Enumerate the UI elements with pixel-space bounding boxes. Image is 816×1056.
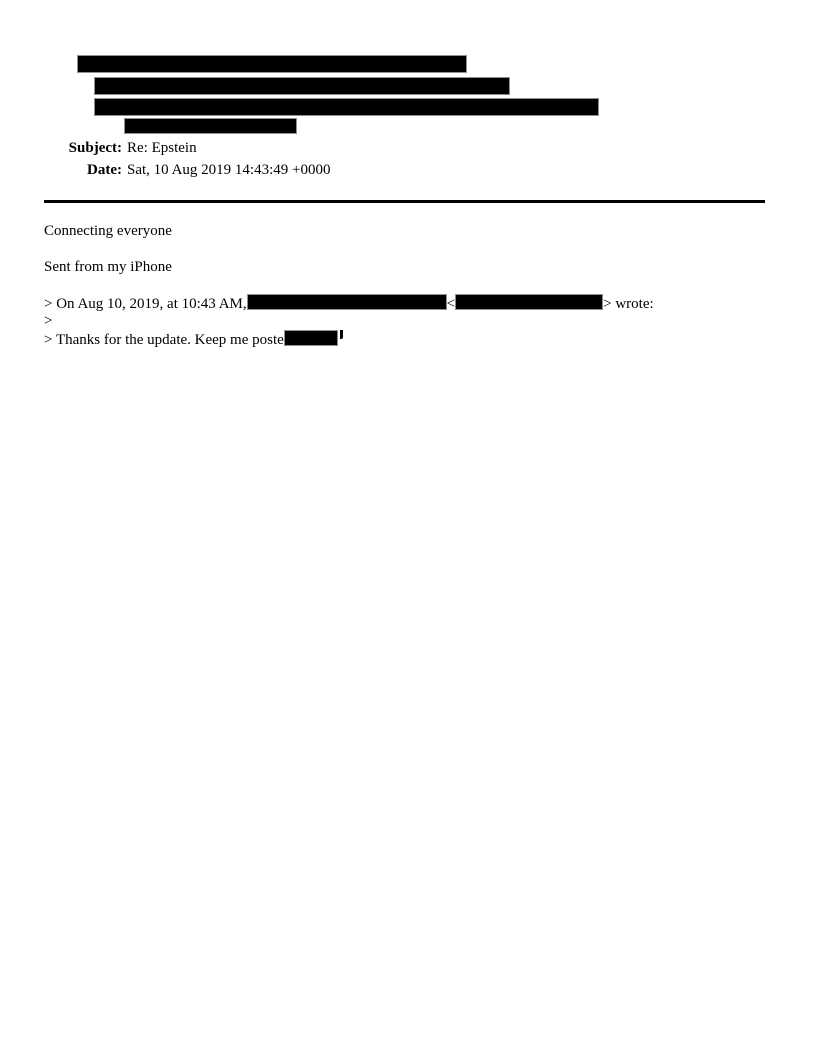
date-value: Sat, 10 Aug 2019 14:43:49 +0000: [127, 162, 331, 178]
subject-value: Re: Epstein: [127, 140, 197, 156]
quote-line-2: >: [44, 313, 53, 329]
header-redaction-bar-4: [124, 118, 297, 134]
body-paragraph: Connecting everyone: [44, 223, 172, 239]
header-divider: [44, 200, 765, 203]
quote-line-1-wrote-text: > wrote:: [603, 296, 654, 312]
inline-redaction-sender-name: [247, 294, 447, 310]
header-redaction-bar-3: [94, 98, 599, 116]
partial-character-artifact: [340, 330, 343, 339]
header-redaction-bar-1: [77, 55, 467, 73]
inline-redaction-email-address: [455, 294, 603, 310]
subject-label: Subject:: [68, 140, 122, 156]
quote-line-3-text: > Thanks for the update. Keep me poste: [44, 332, 284, 348]
quote-line-1: [44, 294, 654, 313]
date-label: Date:: [87, 162, 122, 178]
date-header-row: [0, 161, 780, 179]
header-redaction-bar-2: [94, 77, 510, 95]
quote-line-1-text: > On Aug 10, 2019, at 10:43 AM,: [44, 296, 247, 312]
inline-redaction-trailing-text: [284, 330, 338, 346]
quote-line-3: [44, 330, 343, 349]
angle-bracket-open: <: [446, 296, 456, 312]
signature-line: Sent from my iPhone: [44, 259, 172, 275]
subject-header-row: [0, 139, 780, 157]
